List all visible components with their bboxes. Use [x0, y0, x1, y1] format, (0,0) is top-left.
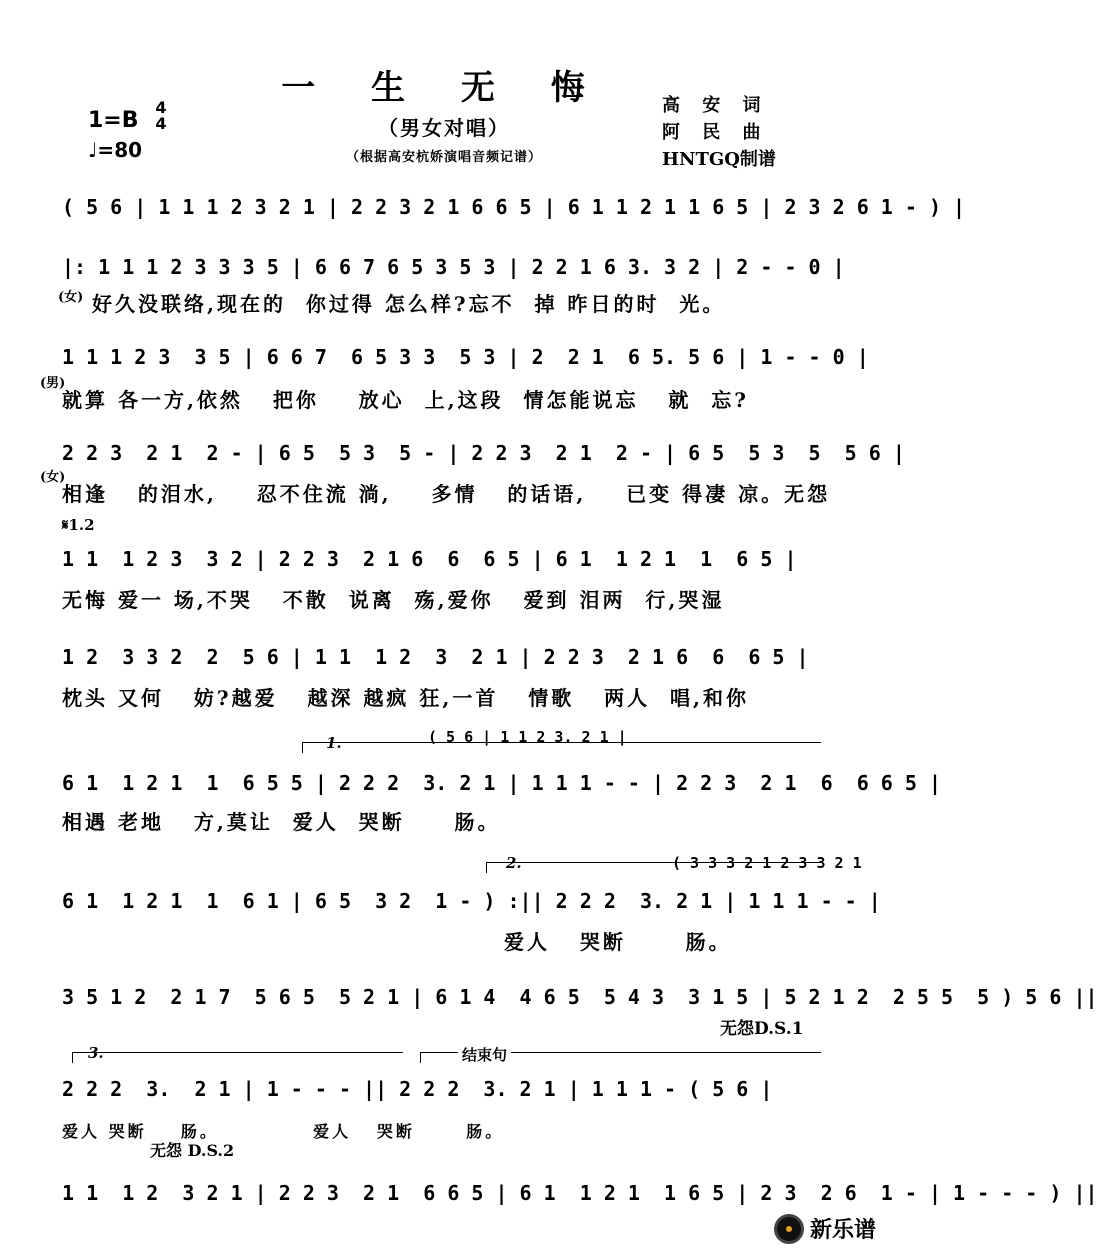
record-icon	[774, 1214, 804, 1244]
score-row-8: 6 1 1 2 1 1 6 1 | 6 5 3 2 1 - ) :|| 2 2 2 3. 2 1 | 1 1 1 - - |	[62, 889, 881, 913]
volta-intro-1: ( 5 6 | 1 1 2 3. 2 1 |	[428, 728, 627, 746]
volta-label-2: 2.	[506, 854, 522, 872]
volta-label-3: 3.	[88, 1044, 104, 1062]
key-signature: 1=B	[88, 108, 139, 133]
score-row-1: ( 5 6 | 1 1 1 2 3 2 1 | 2 2 3 2 1 6 6 5 | 6 1 1 2 1 1 6 5 | 2 3 2 6 1 - ) |	[62, 195, 966, 219]
role-label: (女)	[58, 290, 84, 305]
composer: 阿 民 曲	[662, 122, 769, 143]
score-row-9: 3 5 1 2 2 1 7 5 6 5 5 2 1 | 6 1 4 4 6 5 5 4 3 3 1 5 | 5 2 1 2 2 5 5 5 ) 5 6 ||	[62, 985, 1098, 1009]
song-subtitle: （男女对唱）	[378, 116, 510, 140]
dal-segno-1: 无怨D.S.1	[720, 1019, 804, 1039]
dal-segno-2: 无怨 D.S.2	[150, 1141, 235, 1160]
segno-mark: 𝄋1.2	[62, 516, 95, 534]
lyrics-row-10: 爱人 哭断 肠。 爱人 哭断 肠。	[62, 1122, 505, 1141]
lyrics-row-3: 就算 各一方,依然 把你 放心 上,这段 情怎能说忘 就 忘?	[62, 388, 750, 412]
song-title: 一 生 无 悔	[281, 68, 607, 108]
time-signature: 4 4	[155, 98, 167, 133]
watermark-logo	[774, 1213, 876, 1244]
lyrics-row-8: 爱人 哭断 肠。	[504, 930, 732, 954]
score-row-4: 2 2 3 2 1 2 - | 6 5 5 3 5 - | 2 2 3 2 1 2 - | 6 5 5 3 5 5 6 |	[62, 441, 905, 465]
volta-label-1: 1.	[326, 734, 342, 752]
score-row-7: 6 1 1 2 1 1 6 5 5 | 2 2 2 3. 2 1 | 1 1 1 - - | 2 2 3 2 1 6 6 6 5 |	[62, 771, 941, 795]
score-row-5: 1 1 1 2 3 3 2 | 2 2 3 2 1 6 6 6 5 | 6 1 1 2 1 1 6 5 |	[62, 547, 797, 571]
credits	[662, 92, 776, 173]
ending-label: 结束句	[458, 1044, 511, 1065]
tempo-marking: ♩=80	[88, 138, 143, 162]
volta-intro-2: ( 3 3 3 2 1 2 3 3 2 1	[672, 854, 862, 872]
score-row-10: 2 2 2 3. 2 1 | 1 - - - || 2 2 2 3. 2 1 | 1 1 1 - ( 5 6 |	[62, 1077, 773, 1101]
lyrics-row-7: 相遇 老地 方,莫让 爱人 哭断 肠。	[62, 810, 501, 834]
lyrics-row-4: 相逢 的泪水, 忍不住流 淌, 多情 的话语, 已变 得凄 凉。无怨	[62, 482, 831, 506]
transcriber: HNTGQ制谱	[662, 149, 776, 170]
transcription-note: （根据高安杭娇演唱音频记谱）	[345, 150, 542, 165]
lyrics-row-2: 好久没联络,现在的 你过得 怎么样?忘不 掉 昨日的时 光。	[92, 292, 726, 316]
lyrics-row-6: 枕头 又何 妨?越爱 越深 越疯 狂,一首 情歌 两人 唱,和你	[62, 686, 750, 710]
volta-bracket-3	[72, 1052, 403, 1063]
role-label: (女)	[40, 470, 66, 485]
lyrics-row-5: 无悔 爱一 场,不哭 不散 说离 殇,爱你 爱到 泪两 行,哭湿	[62, 588, 725, 612]
watermark-text: 新乐谱	[809, 1218, 876, 1243]
role-label: (男)	[40, 376, 66, 391]
score-row-3: 1 1 1 2 3 3 5 | 6 6 7 6 5 3 3 5 3 | 2 2 1 6 5. 5 6 | 1 - - 0 |	[62, 345, 869, 369]
score-row-6: 1 2 3 3 2 2 5 6 | 1 1 1 2 3 2 1 | 2 2 3 2 1 6 6 6 5 |	[62, 645, 809, 669]
score-row-2: |: 1 1 1 2 3 3 3 5 | 6 6 7 6 5 3 5 3 | 2 2 1 6 3. 3 2 | 2 - - 0 |	[62, 255, 845, 279]
score-row-11: 1 1 1 2 3 2 1 | 2 2 3 2 1 6 6 5 | 6 1 1 2 1 1 6 5 | 2 3 2 6 1 - | 1 - - - ) ||	[62, 1181, 1098, 1205]
lyricist: 高 安 词	[662, 95, 769, 116]
